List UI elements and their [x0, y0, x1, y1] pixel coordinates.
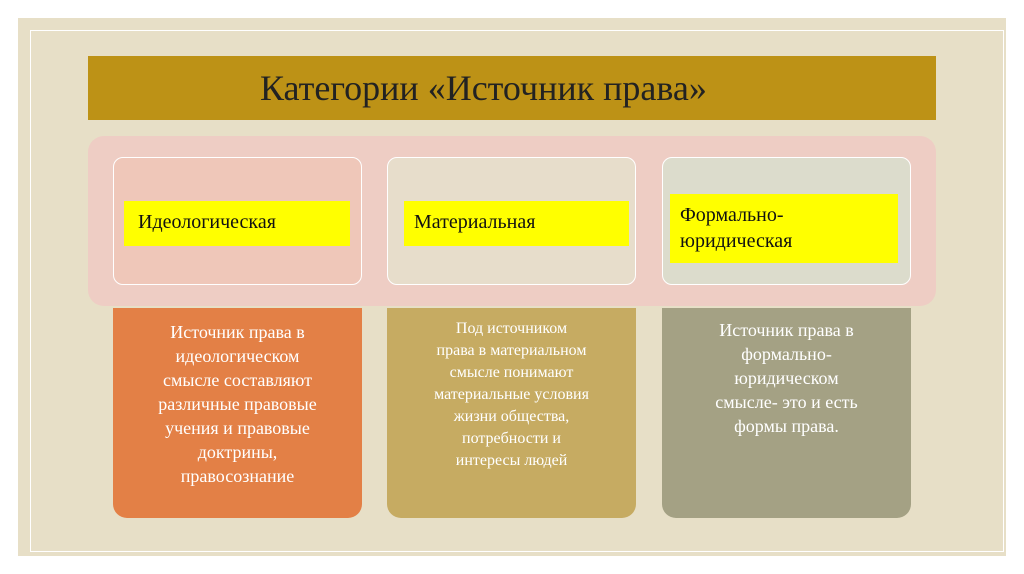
description-text-formal-legal: Источник права в формально- юридическом смысле- это и есть формы права. — [715, 320, 858, 436]
description-box-material — [387, 308, 636, 518]
description-box-ideological — [113, 308, 362, 518]
category-label-formal-legal: Формально- юридическая — [670, 194, 898, 263]
description-text-ideological: Источник права в идеологическом смысле составляют различные правовые учения и правовые доктрины, правосознание — [158, 322, 317, 486]
title-bar — [88, 56, 936, 120]
category-label-ideological: Идеологическая — [124, 201, 350, 246]
description-text-material: Под источником права в материальном смысле понимают материальные условия жизни общества, потребности и интересы людей — [434, 320, 589, 469]
description-box-formal-legal — [662, 308, 911, 518]
slide-title: Категории «Источник права» — [260, 68, 707, 108]
category-label-material: Материальная — [404, 201, 629, 246]
